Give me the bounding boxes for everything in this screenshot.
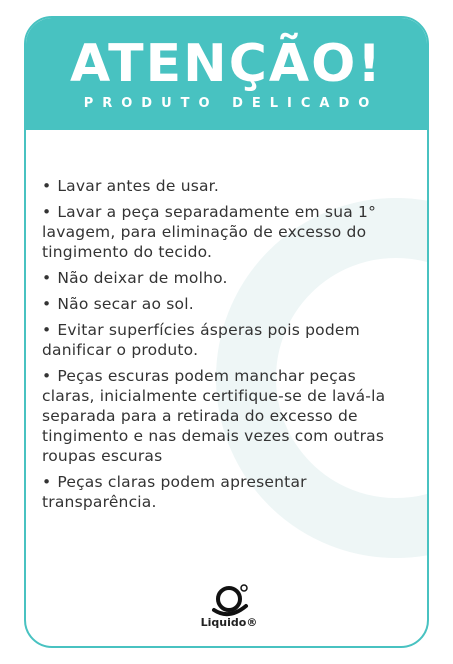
instruction-list [42, 176, 402, 518]
card-subtitle: PRODUTO DELICADO [83, 96, 379, 111]
instruction-item: • Evitar superfícies ásperas pois podem danificar o produto. [42, 321, 360, 359]
brand-mark-icon [194, 582, 264, 618]
instruction-item: • Lavar a peça separadamente em sua 1° lavagem, para eliminação de excesso do tingimento do tecido. [42, 203, 377, 261]
bullet-icon: • [42, 473, 52, 491]
instruction-item: • Peças escuras podem manchar peças claras, inicialmente certifique-se de lavá-la separada para a retirada do excesso de tingimento e nas demais vezes com outras roupas escuras [42, 367, 386, 465]
instruction-item: • Não secar ao sol. [42, 295, 194, 313]
brand-name: Liquido® [200, 616, 258, 629]
bullet-icon: • [42, 295, 52, 313]
care-card [24, 16, 429, 648]
instruction-item: • Peças claras podem apresentar transparência. [42, 473, 307, 511]
header-banner [26, 18, 427, 130]
instruction-item: • Não deixar de molho. [42, 269, 228, 287]
card-title: ATENÇÃO! [69, 34, 384, 94]
bullet-icon: • [42, 203, 52, 221]
bullet-icon: • [42, 269, 52, 287]
brand-logo [194, 582, 264, 632]
bullet-icon: • [42, 321, 52, 339]
bullet-icon: • [42, 177, 52, 195]
instruction-item: • Lavar antes de usar. [42, 177, 219, 195]
bullet-icon: • [42, 367, 52, 385]
